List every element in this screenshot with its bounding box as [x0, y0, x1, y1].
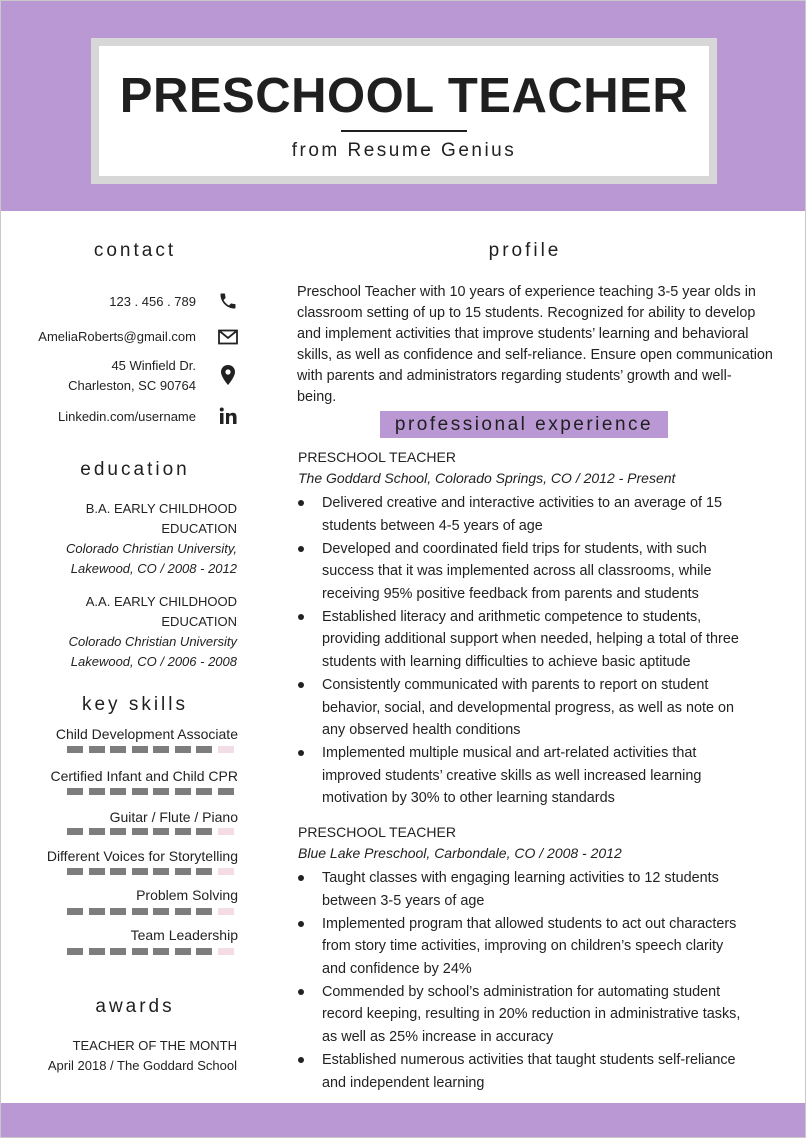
bullet-text: [322, 1049, 777, 1094]
skill-segment-empty: [218, 746, 234, 753]
skill-segment-filled: [196, 746, 212, 753]
bullet-line: Commended by school’s administration for automating student: [322, 983, 721, 1000]
skill-segment-filled: [196, 948, 212, 955]
bullet-line: and independent learning: [322, 1074, 485, 1091]
skill-segment-filled: [175, 828, 191, 835]
skill-segment-filled: [67, 746, 83, 753]
contact-email: AmeliaRoberts@gmail.com: [38, 329, 196, 344]
skill-segment-filled: [196, 828, 212, 835]
degree-line: EDUCATION: [161, 614, 237, 629]
bullet-text: [322, 492, 777, 537]
bullet-dot-icon: [298, 546, 304, 552]
skill-segment-filled: [110, 788, 126, 795]
job-company: Blue Lake Preschool, Carbondale, CO / 2008 - 2012: [298, 845, 622, 861]
profile-heading: profile: [488, 240, 562, 261]
skill-segment-filled: [132, 908, 148, 915]
bullet-dot-icon: [298, 500, 304, 506]
skill-segment-filled: [89, 788, 105, 795]
skill-name: Child Development Associate: [55, 726, 238, 742]
skill-name: Certified Infant and Child CPR: [50, 768, 238, 784]
school-detail: Lakewood, CO / 2006 - 2008: [70, 654, 237, 669]
job-title: PRESCHOOL TEACHER: [298, 824, 456, 840]
profile-line: classroom setting of up to 15 students. Recognized for ability to develop: [297, 305, 756, 321]
degree-line: EDUCATION: [161, 521, 237, 536]
skill-segment-filled: [132, 948, 148, 955]
skill-segment-filled: [175, 746, 191, 753]
award-title: TEACHER OF THE MONTH: [72, 1038, 237, 1053]
skill-segment-filled: [132, 788, 148, 795]
skill-segment-filled: [67, 908, 83, 915]
skill-segment-filled: [196, 788, 212, 795]
profile-line: Preschool Teacher with 10 years of experience teaching 3-5 year olds in: [297, 284, 756, 300]
skill-segment-empty: [218, 828, 234, 835]
bullet-line: providing additional support when needed, helping a total of three: [322, 631, 739, 648]
skill-segment-filled: [132, 746, 148, 753]
bullet-line: Established literacy and arithmetic competence to students,: [322, 608, 702, 625]
envelope-icon: [217, 326, 239, 348]
experience-bullet: [298, 913, 778, 981]
skill-segment-filled: [89, 868, 105, 875]
experience-heading-bar: [380, 411, 668, 438]
school-name: Colorado Christian University,: [66, 541, 237, 556]
bullet-line: Developed and coordinated field trips for students, with such: [322, 540, 707, 557]
experience-bullet: [298, 1049, 778, 1094]
experience-heading: professional experience: [394, 414, 654, 435]
education-heading: education: [80, 459, 190, 480]
skill-segment-filled: [67, 828, 83, 835]
profile-line: with parents and administrators regarding students’ growth and well-: [297, 368, 732, 384]
bullet-dot-icon: [298, 875, 304, 881]
bullet-line: students between 4-5 years of age: [322, 517, 543, 534]
bullet-text: [322, 606, 777, 674]
linkedin-icon: [217, 405, 239, 427]
education-item: [30, 499, 237, 579]
bullet-dot-icon: [298, 682, 304, 688]
title-box-inner: [99, 46, 709, 176]
school-name: Colorado Christian University: [68, 634, 237, 649]
bullet-line: from story time activities, improving on children’s speech clarity: [322, 938, 724, 955]
bullet-text: [322, 867, 777, 912]
skill-name: Guitar / Flute / Piano: [109, 809, 238, 825]
skill-segment-filled: [196, 868, 212, 875]
bullet-line: Taught classes with engaging learning activities to 12 students: [322, 870, 719, 886]
bullet-dot-icon: [298, 750, 304, 756]
title-box: [91, 38, 717, 184]
skill-segment-filled: [89, 908, 105, 915]
title-divider: [341, 130, 467, 132]
awards-heading: awards: [95, 996, 175, 1017]
job-title: PRESCHOOL TEACHER: [298, 449, 456, 465]
skill-segment-filled: [132, 868, 148, 875]
skill-segment-empty: [218, 948, 234, 955]
education-item: [30, 592, 237, 672]
bullet-line: motivation by 30% to other learning standards: [322, 790, 615, 807]
bullet-line: record keeping, resulting in 20% reduction in administrative tasks,: [322, 1006, 741, 1023]
header-band: [1, 1, 805, 211]
bullet-text: [322, 742, 777, 810]
bullet-line: Established numerous activities that taught students self-reliance: [322, 1052, 736, 1068]
bullet-line: success that it was implemented across all classrooms, while: [322, 563, 712, 580]
resume-title: PRESCHOOL TEACHER: [119, 69, 689, 123]
bullet-line: Delivered creative and interactive activities to an average of 15: [322, 495, 722, 511]
skill-segment-empty: [218, 908, 234, 915]
skill-name: Team Leadership: [130, 927, 238, 943]
skill-segment-filled: [175, 948, 191, 955]
skill-segment-filled: [153, 908, 169, 915]
skill-segment-filled: [153, 746, 169, 753]
skill-segment-filled: [89, 828, 105, 835]
skill-segment-filled: [110, 828, 126, 835]
contact-phone: 123 . 456 . 789: [109, 294, 196, 309]
profile-line: and implement activities that improve students’ learning and behavioral: [297, 326, 749, 342]
experience-bullet: [298, 492, 778, 537]
skill-segment-filled: [110, 908, 126, 915]
bullet-dot-icon: [298, 989, 304, 995]
profile-summary: [297, 282, 787, 408]
experience-bullet: [298, 606, 778, 674]
bullet-line: students with learning difficulties to achieve basic aptitude: [322, 653, 691, 670]
experience-bullet: [298, 674, 778, 742]
bullet-text: [322, 913, 777, 981]
bullet-dot-icon: [298, 1057, 304, 1063]
skill-segment-filled: [175, 788, 191, 795]
contact-linkedin: Linkedin.com/username: [57, 409, 196, 424]
phone-icon: [217, 290, 239, 312]
bullet-line: Implemented multiple musical and art-related activities that: [322, 745, 697, 762]
bullet-line: Implemented program that allowed students to act out characters: [322, 915, 737, 932]
skill-segment-filled: [175, 908, 191, 915]
skill-segment-filled: [153, 948, 169, 955]
skill-segment-filled: [67, 948, 83, 955]
skill-segment-filled: [89, 948, 105, 955]
bullet-line: any observed health conditions: [322, 722, 521, 739]
skill-segment-filled: [218, 788, 234, 795]
school-detail: Lakewood, CO / 2008 - 2012: [70, 561, 237, 576]
degree-line: A.A. EARLY CHILDHOOD: [85, 594, 237, 609]
bullet-line: behavior, social, and developmental progress, as well as note on: [322, 699, 734, 716]
degree-line: B.A. EARLY CHILDHOOD: [85, 501, 237, 516]
bullet-dot-icon: [298, 921, 304, 927]
contact-address-line2: Charleston, SC 90764: [68, 378, 196, 393]
profile-line: being.: [297, 389, 337, 405]
skill-segment-filled: [110, 746, 126, 753]
skill-segment-filled: [153, 868, 169, 875]
award-detail: April 2018 / The Goddard School: [47, 1058, 237, 1073]
skill-segment-filled: [89, 746, 105, 753]
bullet-text: [322, 674, 777, 742]
experience-bullet: [298, 981, 778, 1049]
skill-segment-filled: [67, 868, 83, 875]
contact-heading: contact: [93, 240, 177, 261]
skill-name: Different Voices for Storytelling: [46, 848, 238, 864]
experience-bullet: [298, 867, 778, 912]
skill-segment-filled: [153, 788, 169, 795]
bullet-line: Consistently communicated with parents to report on student: [322, 677, 709, 693]
experience-bullet: [298, 538, 778, 606]
job-company: The Goddard School, Colorado Springs, CO / 2012 - Present: [298, 470, 676, 486]
skill-segment-filled: [67, 788, 83, 795]
bullet-text: [322, 981, 777, 1049]
bullet-dot-icon: [298, 614, 304, 620]
bullet-line: between 3-5 years of age: [322, 892, 485, 909]
footer-band: [1, 1103, 805, 1137]
skill-name: Problem Solving: [136, 887, 238, 903]
contact-address-line1: 45 Winfield Dr.: [111, 358, 196, 373]
bullet-line: receiving 95% positive feedback from parents and students: [322, 585, 699, 602]
bullet-line: improved students’ creative skills as well increased learning: [322, 767, 702, 784]
skill-segment-filled: [175, 868, 191, 875]
skill-segment-filled: [110, 948, 126, 955]
skill-segment-filled: [132, 828, 148, 835]
experience-bullet: [298, 742, 778, 810]
skill-segment-filled: [110, 868, 126, 875]
skill-segment-filled: [196, 908, 212, 915]
resume-subtitle: from Resume Genius: [291, 140, 517, 161]
location-pin-icon: [217, 364, 239, 386]
profile-line: skills, as well as confidence and self-reliance. Ensure open communication: [297, 347, 773, 363]
bullet-line: and confidence by 24%: [322, 960, 472, 977]
skills-heading: key skills: [81, 694, 188, 715]
skill-segment-empty: [218, 868, 234, 875]
bullet-line: as well as 25% increase in accuracy: [322, 1028, 554, 1045]
skill-segment-filled: [153, 828, 169, 835]
bullet-text: [322, 538, 777, 606]
